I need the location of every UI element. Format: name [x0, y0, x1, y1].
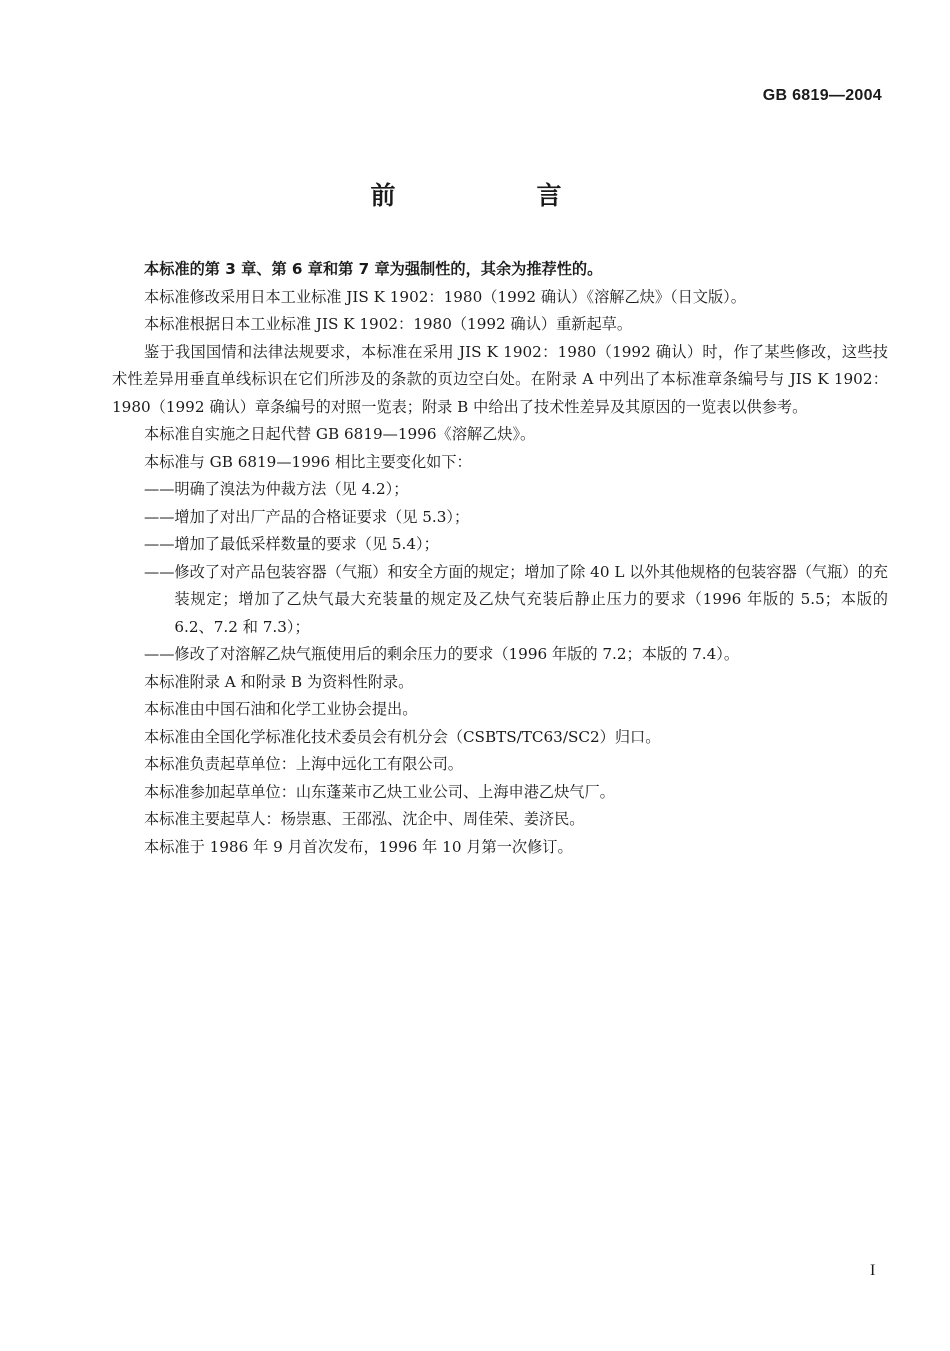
- adoption-paragraph: 本标准修改采用日本工业标准 JIS K 1902：1980（1992 确认）《溶解乙炔》（日文版）。: [144, 287, 746, 306]
- change-item-text: 增加了最低采样数量的要求（见 5.4）；: [174, 535, 439, 553]
- change-item-text: 明确了溴法为仲裁方法（见 4.2）；: [174, 480, 409, 498]
- change-item: [112, 559, 888, 642]
- committee-paragraph: 本标准由全国化学标准化技术委员会有机分会（CSBTS/TC63/SC2）归口。: [144, 727, 661, 746]
- change-item: [112, 641, 888, 669]
- dash-mark: ——: [144, 535, 175, 553]
- replacement-paragraph: 本标准自实施之日起代替 GB 6819—1996《溶解乙炔》。: [144, 425, 536, 443]
- document-body: [112, 256, 888, 861]
- page-number: I: [870, 1262, 876, 1279]
- change-item: [112, 504, 888, 532]
- modification-paragraph: 鉴于我国国情和法律法规要求，本标准在采用 JIS K 1902：1980（1992 确认）时，作了某些修改，这些技术性差异用垂直单线标识在它们所涉及的条款的页边空白处。在附录 A 中列出了本标准章条编号与 JIS K 1902：1980（1992 确认）章条编号的对照一览表；附录 B 中给出了技术性差异及其原因的一览表以供参考。: [112, 342, 888, 416]
- change-item-text: 修改了对溶解乙炔气瓶使用后的剩余压力的要求（1996 年版的 7.2；本版的 7.4）。: [174, 645, 740, 663]
- change-item-text: 修改了对产品包装容器（气瓶）和安全方面的规定；增加了除 40 L 以外其他规格的包装容器（气瓶）的充装规定；增加了乙炔气最大充装量的规定及乙炔气充装后静止压力的要求（1996 年版的 5.5；本版的 6.2、7.2 和 7.3）；: [174, 562, 888, 636]
- main-drafters-paragraph: 本标准主要起草人：杨崇惠、王邵泓、沈企中、周佳荣、姜济民。: [144, 810, 585, 828]
- annex-paragraph: 本标准附录 A 和附录 B 为资料性附录。: [144, 672, 414, 691]
- lead-drafter-paragraph: 本标准负责起草单位：上海中远化工有限公司。: [144, 755, 463, 773]
- change-item: [112, 531, 888, 559]
- page-title: 前 言: [370, 181, 620, 210]
- dash-mark: ——: [144, 480, 175, 498]
- change-item: [112, 476, 888, 504]
- dash-mark: ——: [144, 645, 175, 663]
- dash-mark: ——: [144, 562, 175, 581]
- proposer-paragraph: 本标准由中国石油和化学工业协会提出。: [144, 700, 418, 718]
- publication-history-paragraph: 本标准于 1986 年 9 月首次发布，1996 年 10 月第一次修订。: [144, 837, 573, 856]
- participating-drafters-paragraph: 本标准参加起草单位：山东蓬莱市乙炔工业公司、上海申港乙炔气厂。: [144, 782, 615, 801]
- standard-number: GB 6819—2004: [762, 87, 882, 104]
- drafting-basis-paragraph: 本标准根据日本工业标准 JIS K 1902：1980（1992 确认）重新起草。: [144, 315, 633, 333]
- changes-intro-paragraph: 本标准与 GB 6819—1996 相比主要变化如下：: [144, 452, 472, 471]
- mandatory-clause-paragraph: 本标准的第 3 章、第 6 章和第 7 章为强制性的，其余为推荐性的。: [144, 260, 603, 278]
- change-item-text: 增加了对出厂产品的合格证要求（见 5.3）；: [174, 507, 470, 526]
- dash-mark: ——: [144, 507, 175, 526]
